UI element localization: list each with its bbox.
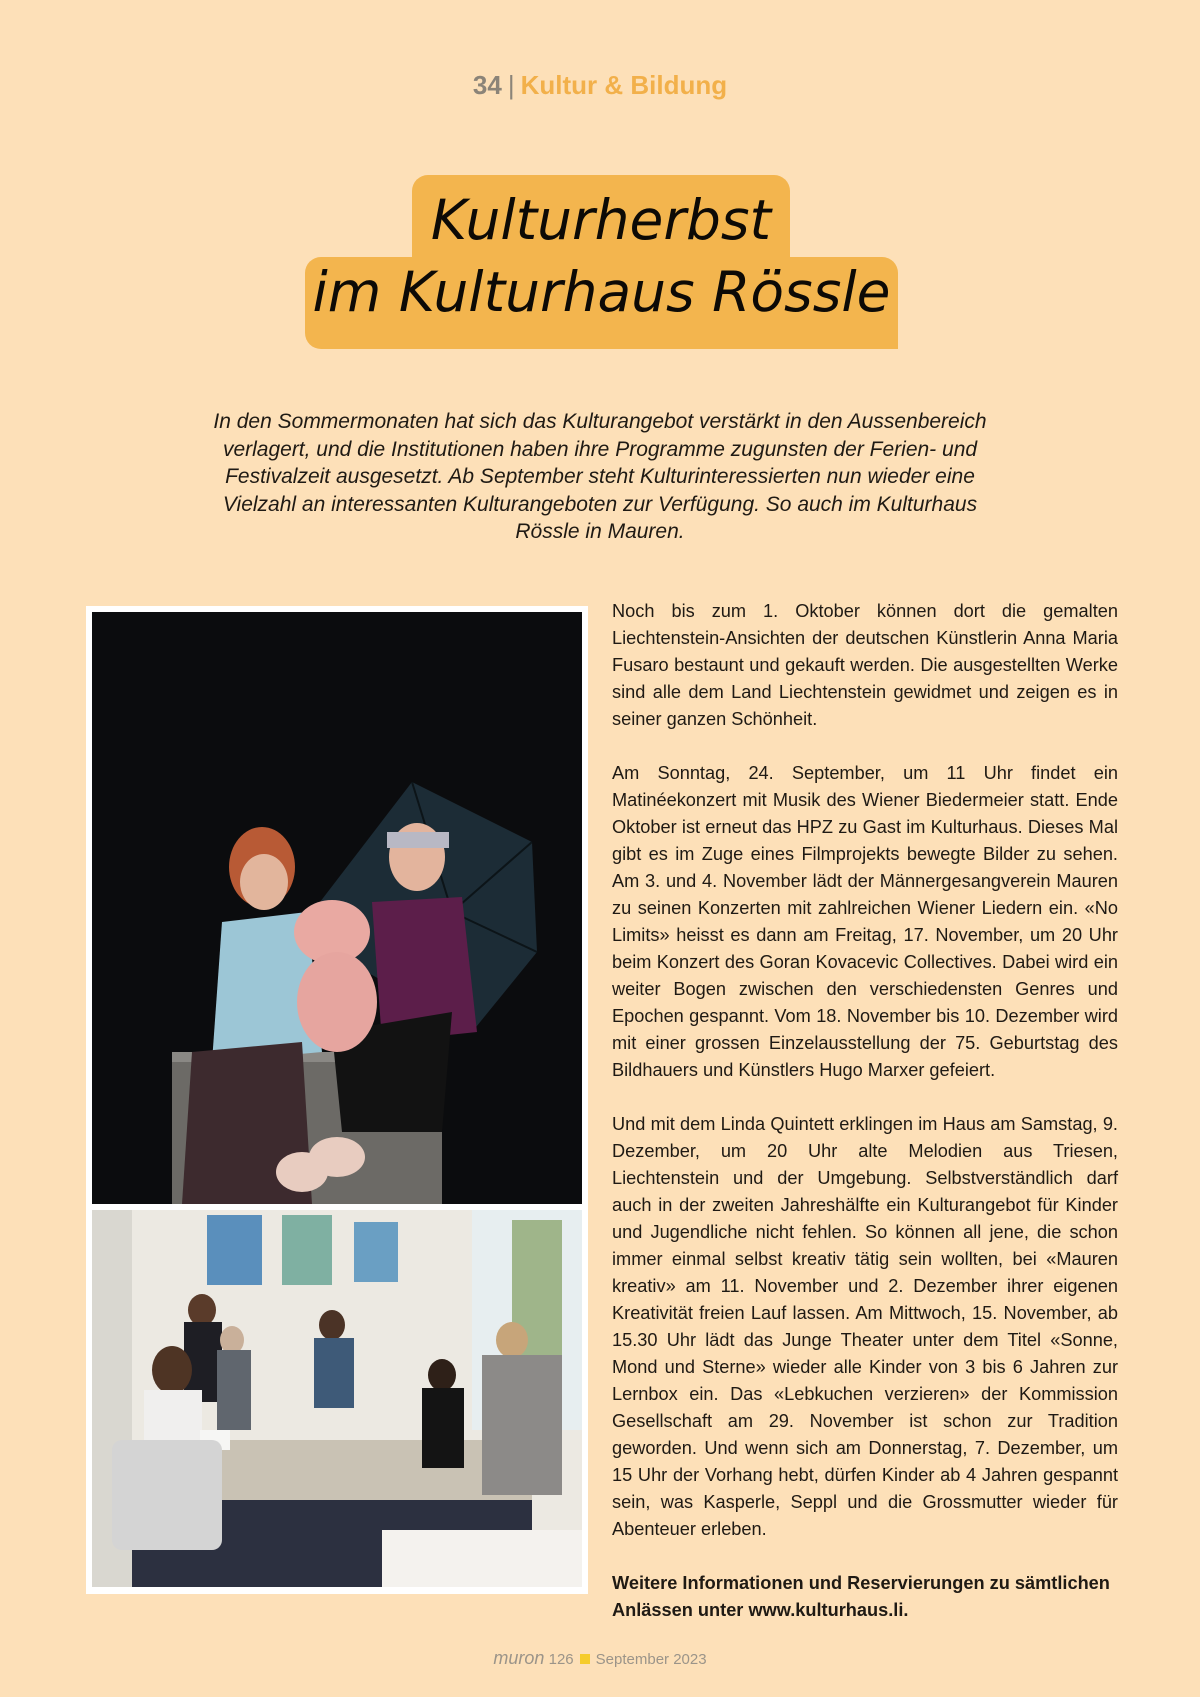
- header-separator: |: [507, 70, 515, 100]
- footer-square-icon: [580, 1654, 590, 1664]
- page-number: 34: [472, 70, 502, 100]
- page-header: [0, 70, 1200, 101]
- info-paragraph: Weitere Informationen und Reservierungen zu sämtlichen Anlässen unter www.kulturhaus.li.: [612, 1573, 1110, 1620]
- footer-issue: 126: [548, 1651, 574, 1668]
- title-line-2: im Kulturhaus Rössle: [305, 257, 898, 349]
- theater-photo: [92, 612, 582, 1204]
- reading-photo: [92, 1210, 582, 1587]
- page-footer: [0, 1648, 1200, 1669]
- body-paragraph-1: Noch bis zum 1. Oktober können dort die gemalten Liechtenstein-Ansichten der deutschen Künstlerin Anna Maria Fusaro bestaunt und gekauft werden. Die ausgestellten Werke sind alle dem Land Liechtenstein gewidmet und zeigen es in seiner ganzen Schönheit.: [612, 601, 1118, 729]
- footer-brand: muron: [493, 1648, 545, 1668]
- section-label: Kultur & Bildung: [520, 70, 728, 100]
- body-paragraph-2: Am Sonntag, 24. September, um 11 Uhr findet ein Matinéekonzert mit Musik des Wiener Biedermeier statt. Ende Oktober ist erneut das HPZ zu Gast im Kulturhaus. Dieses Mal gibt es im Zuge eines Filmprojekts bewegte Bilder zu sehen. Am 3. und 4. November lädt der Männergesangverein Mauren zu seinen Konzerten mit zahlreichen Wiener Liedern ein. «No Limits» heisst es dann am Freitag, 17. November, um 20 Uhr beim Konzert des Goran Kovacevic Collectives. Dabei wird ein weiter Bogen zwischen den verschiedensten Genres und Epochen gespannt. Vom 18. November bis 10. Dezember wird mit einer grossen Einzelausstellung der 75. Geburtstag des Bildhauers und Künstlers Hugo Marxer gefeiert.: [612, 763, 1118, 1080]
- title-line-1: Kulturherbst: [412, 175, 790, 263]
- footer-date: September 2023: [595, 1651, 707, 1668]
- article-body: [612, 598, 1118, 1651]
- photo-frame: [86, 606, 588, 1594]
- lead-paragraph: In den Sommermonaten hat sich das Kulturangebot verstärkt in den Aussenbereich verlagert, und die Institutionen haben ihre Programme zugunsten der Ferien- und Festivalzeit ausgesetzt. Ab September steht Kulturinteressierten nun wieder eine Vielzahl an interessanten Kulturangeboten zur Verfügung. So auch im Kulturhaus Rössle in Mauren.: [213, 410, 987, 543]
- body-paragraph-3: Und mit dem Linda Quintett erklingen im Haus am Samstag, 9. Dezember, um 20 Uhr alte Melodien aus Triesen, Liechtenstein und der Umgebung. Selbstverständlich darf auch in der zweiten Jahreshälfte ein Kulturangebot für Kinder und Jugendliche nicht fehlen. So können all jene, die schon immer einmal selbst kreativ tätig sein wollten, bei «Mauren kreativ» am 11. November und 2. Dezember ihrer eigenen Kreativität freien Lauf lassen. Am Mittwoch, 15. November, ab 15.30 Uhr lädt das Junge Theater unter dem Titel «Sonne, Mond und Sterne» wieder alle Kinder von 3 bis 6 Jahren zur Lernbox ein. Das «Lebkuchen verzieren» der Kommission Gesellschaft am 29. November ist schon zur Tradition geworden. Und wenn sich am Donnerstag, 7. Dezember, um 15 Uhr der Vorhang hebt, dürfen Kinder ab 4 Jahren gespannt sein, was Kasperle, Seppl und die Grossmutter wieder für Abenteuer erleben.: [612, 1114, 1118, 1539]
